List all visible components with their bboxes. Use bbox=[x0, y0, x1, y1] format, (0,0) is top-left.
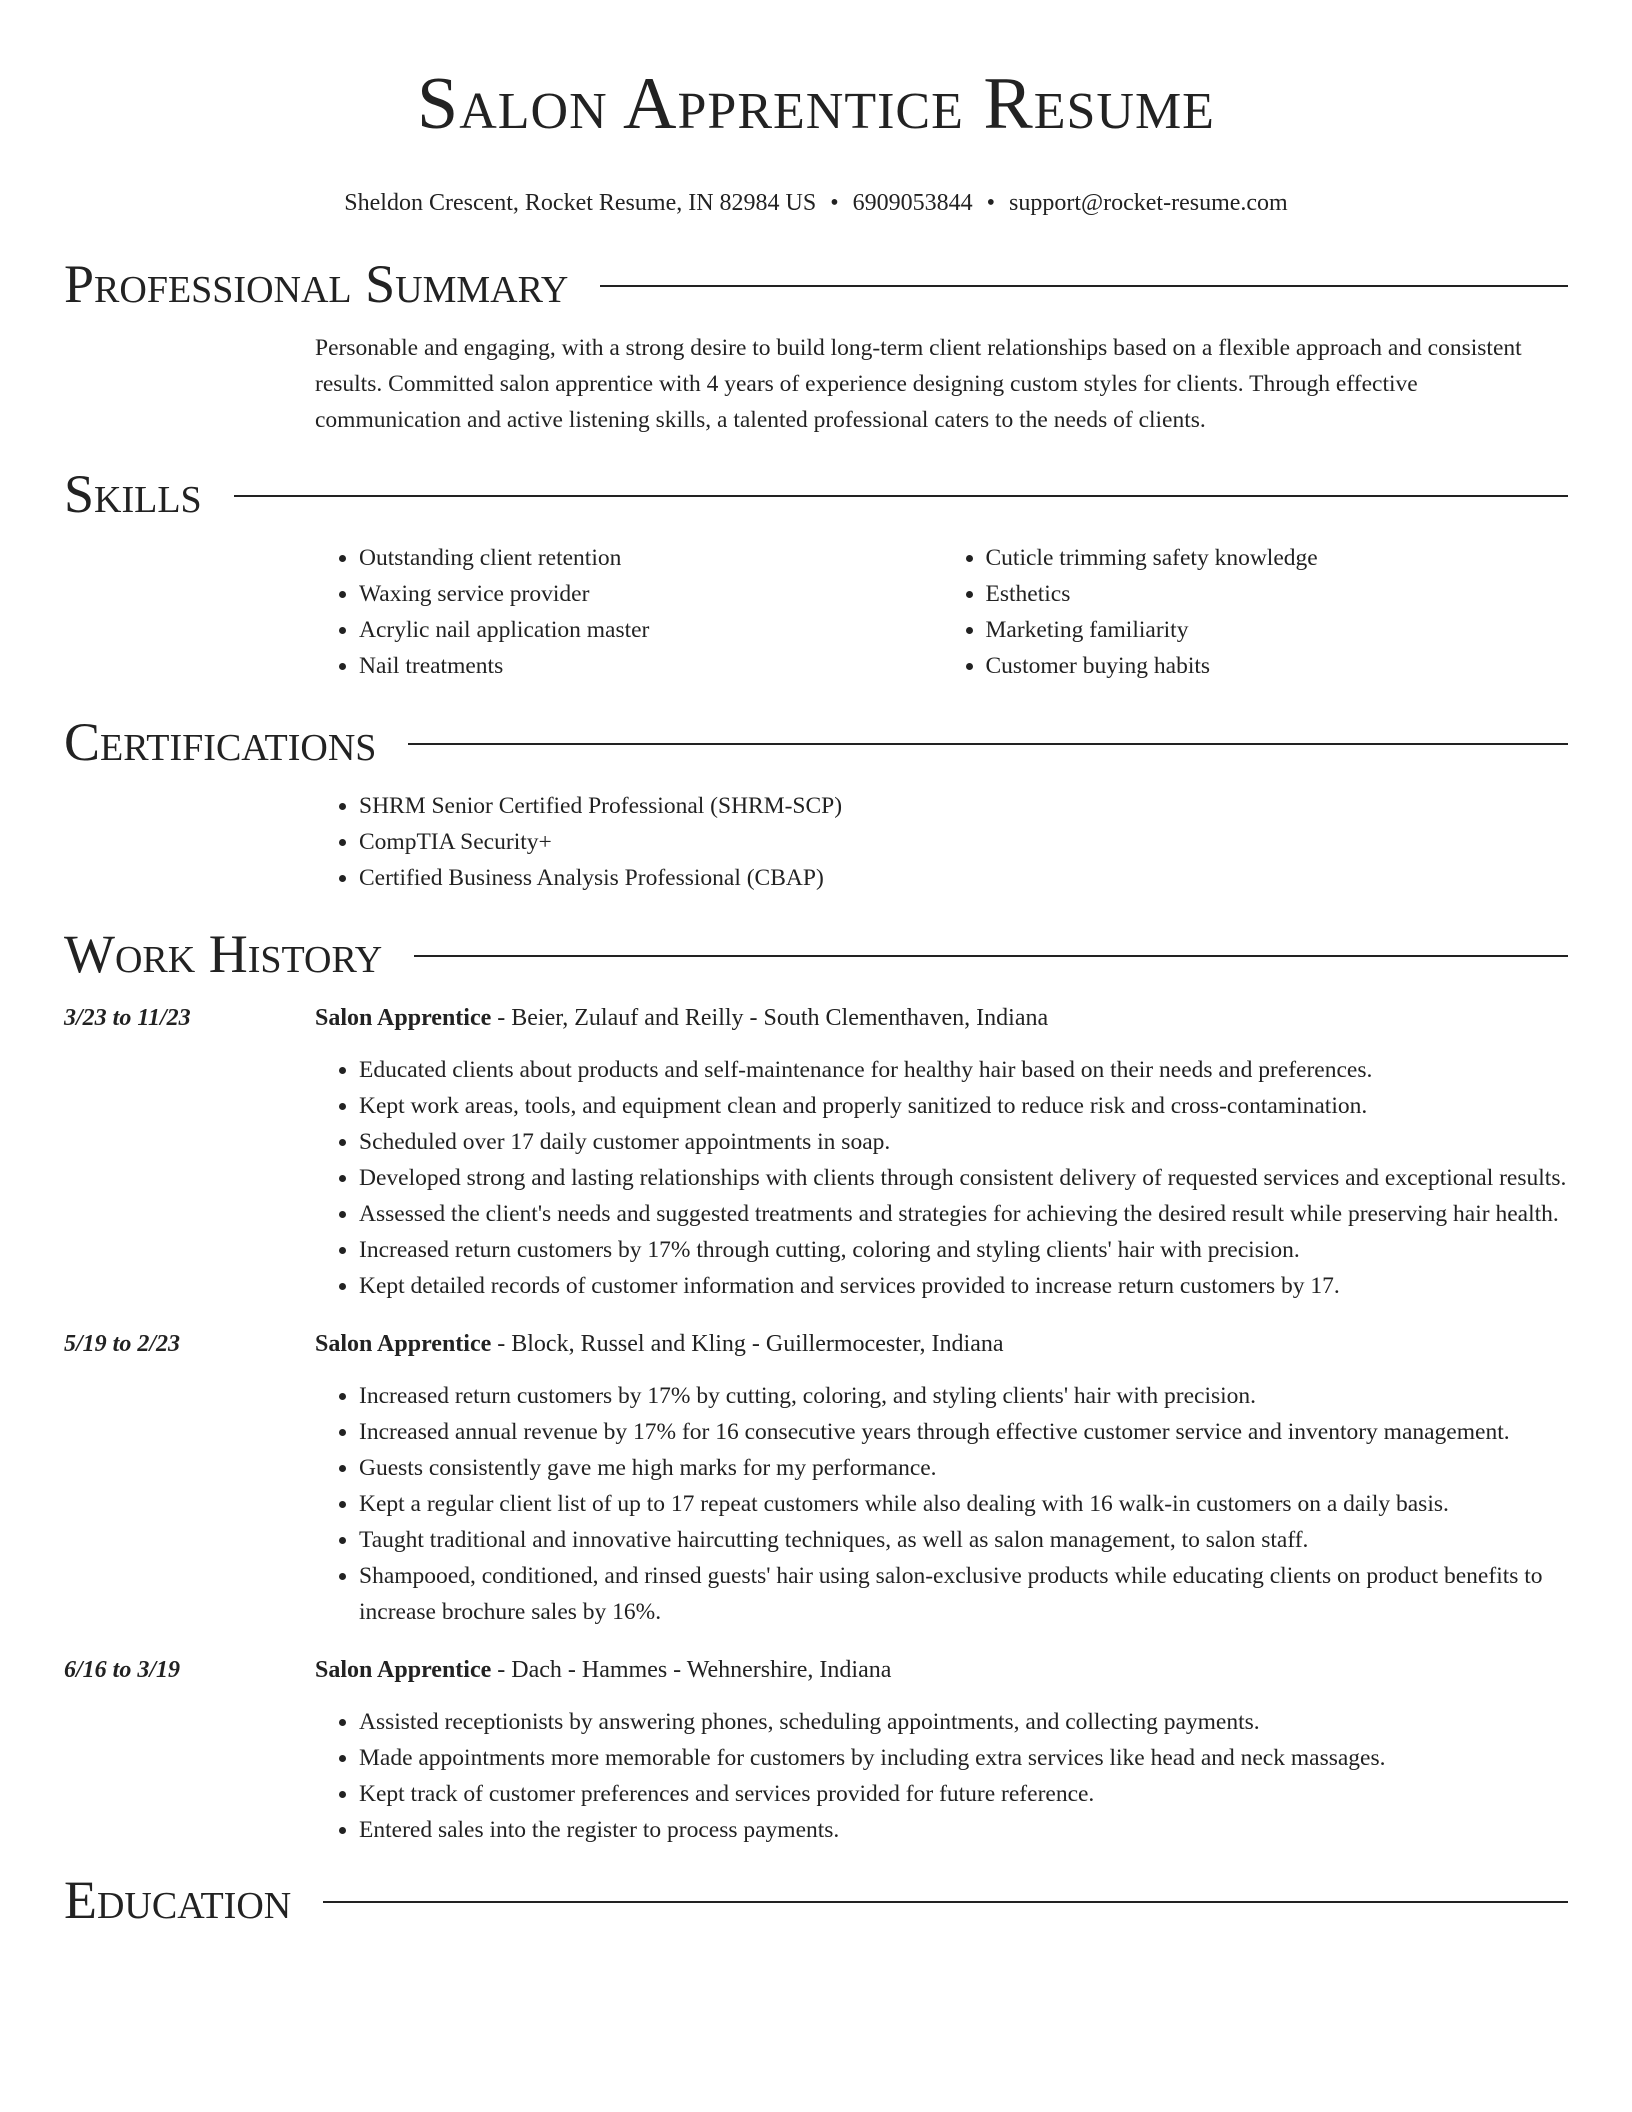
skills-section-title: Skills bbox=[64, 464, 202, 524]
job-employer: - Block, Russel and Kling - Guillermocester, Indiana bbox=[491, 1331, 1004, 1357]
summary-section-header bbox=[64, 254, 1568, 314]
contact-address: Sheldon Crescent, Rocket Resume, IN 82984 US bbox=[344, 190, 817, 216]
work-section-title: Work History bbox=[64, 924, 383, 984]
skills-list bbox=[315, 540, 1568, 684]
skill-item: • Nail treatments bbox=[359, 648, 942, 684]
skill-item: • Esthetics bbox=[986, 576, 1569, 612]
skill-item: • Outstanding client retention bbox=[359, 540, 942, 576]
skills-column-left bbox=[315, 540, 942, 684]
certification-item: • Certified Business Analysis Professional (CBAP) bbox=[359, 860, 1568, 896]
job-bullet: • Kept detailed records of customer information and services provided to increase return customers by 17. bbox=[359, 1268, 1568, 1304]
work-section-header bbox=[64, 924, 1568, 984]
job-bullet: • Kept a regular client list of up to 17 repeat customers while also dealing with 16 walk-in customers on a daily basis. bbox=[359, 1486, 1568, 1522]
job-dates: 6/16 to 3/19 bbox=[64, 1657, 181, 1683]
skills-column-right bbox=[942, 540, 1569, 684]
job-bullet: • Shampooed, conditioned, and rinsed guests' hair using salon-exclusive products while educating clients on product benefits to increase brochure sales by 16%. bbox=[359, 1558, 1568, 1630]
job-dates: 3/23 to 11/23 bbox=[64, 1005, 191, 1031]
certifications-list bbox=[315, 788, 1568, 896]
job-entry bbox=[64, 1000, 1568, 1304]
skill-item: • Customer buying habits bbox=[986, 648, 1569, 684]
job-employer: - Beier, Zulauf and Reilly - South Clementhaven, Indiana bbox=[491, 1005, 1049, 1031]
certification-item: • SHRM Senior Certified Professional (SHRM-SCP) bbox=[359, 788, 1568, 824]
section-divider bbox=[323, 1901, 1568, 1903]
job-bullet: • Kept track of customer preferences and services provided for future reference. bbox=[359, 1776, 1568, 1812]
job-bullets bbox=[315, 1378, 1568, 1630]
job-heading bbox=[315, 1652, 1568, 1688]
resume-title: Salon Apprentice Resume bbox=[417, 63, 1215, 145]
job-bullet: • Scheduled over 17 daily customer appointments in soap. bbox=[359, 1124, 1568, 1160]
job-bullet: • Increased return customers by 17% through cutting, coloring and styling clients' hair with precision. bbox=[359, 1232, 1568, 1268]
job-bullet: • Made appointments more memorable for customers by including extra services like head and neck massages. bbox=[359, 1740, 1568, 1776]
section-divider bbox=[414, 955, 1568, 957]
job-bullet: • Guests consistently gave me high marks for my performance. bbox=[359, 1450, 1568, 1486]
education-section-title: Education bbox=[64, 1870, 292, 1930]
contact-separator: • bbox=[986, 190, 996, 216]
certifications-section-title: Certifications bbox=[64, 712, 377, 772]
certifications-section-header bbox=[64, 712, 1568, 772]
job-bullet: • Increased return customers by 17% by cutting, coloring, and styling clients' hair with precision. bbox=[359, 1378, 1568, 1414]
section-divider bbox=[408, 743, 1568, 745]
job-entry bbox=[64, 1652, 1568, 1848]
job-bullet: • Developed strong and lasting relationships with clients through consistent delivery of requested services and exceptional results. bbox=[359, 1160, 1568, 1196]
certification-item: • CompTIA Security+ bbox=[359, 824, 1568, 860]
job-content bbox=[315, 1652, 1568, 1848]
job-bullet: • Entered sales into the register to process payments. bbox=[359, 1812, 1568, 1848]
job-heading bbox=[315, 1326, 1568, 1362]
job-bullet: • Increased annual revenue by 17% for 16 consecutive years through effective customer service and inventory management. bbox=[359, 1414, 1568, 1450]
work-history bbox=[64, 1000, 1568, 1848]
job-title: Salon Apprentice bbox=[315, 1005, 492, 1031]
job-bullet: • Taught traditional and innovative haircutting techniques, as well as salon management, to salon staff. bbox=[359, 1522, 1568, 1558]
job-title: Salon Apprentice bbox=[315, 1331, 492, 1357]
section-divider bbox=[234, 495, 1568, 497]
skill-item: • Cuticle trimming safety knowledge bbox=[986, 540, 1569, 576]
job-content bbox=[315, 1326, 1568, 1630]
education-section-header bbox=[64, 1870, 1568, 1930]
skills-section-header bbox=[64, 464, 1568, 524]
summary-text: Personable and engaging, with a strong desire to build long-term client relationships based on a flexible approach and consistent results. Committed salon apprentice with 4 years of experience designing custom styles for clients. Through effective communication and active listening skills, a talented professional caters to the needs of clients. bbox=[315, 335, 1522, 433]
section-divider bbox=[600, 285, 1568, 287]
skill-item: • Waxing service provider bbox=[359, 576, 942, 612]
job-bullet: • Assisted receptionists by answering phones, scheduling appointments, and collecting payments. bbox=[359, 1704, 1568, 1740]
job-bullet: • Kept work areas, tools, and equipment clean and properly sanitized to reduce risk and cross-contamination. bbox=[359, 1088, 1568, 1124]
job-bullets bbox=[315, 1052, 1568, 1304]
job-bullet: • Assessed the client's needs and suggested treatments and strategies for achieving the desired result while preserving hair health. bbox=[359, 1196, 1568, 1232]
job-employer: - Dach - Hammes - Wehnershire, Indiana bbox=[491, 1657, 892, 1683]
contact-line bbox=[64, 188, 1568, 218]
summary-section-title: Professional Summary bbox=[64, 254, 569, 314]
job-heading bbox=[315, 1000, 1568, 1036]
job-title: Salon Apprentice bbox=[315, 1657, 492, 1683]
job-entry bbox=[64, 1326, 1568, 1630]
contact-phone: 6909053844 bbox=[852, 190, 973, 216]
job-bullets bbox=[315, 1704, 1568, 1848]
job-dates: 5/19 to 2/23 bbox=[64, 1331, 181, 1357]
contact-separator: • bbox=[830, 190, 839, 216]
contact-email: support@rocket-resume.com bbox=[1009, 190, 1288, 216]
skill-item: • Acrylic nail application master bbox=[359, 612, 942, 648]
job-content bbox=[315, 1000, 1568, 1304]
skill-item: • Marketing familiarity bbox=[986, 612, 1569, 648]
job-bullet: • Educated clients about products and self-maintenance for healthy hair based on their needs and preferences. bbox=[359, 1052, 1568, 1088]
